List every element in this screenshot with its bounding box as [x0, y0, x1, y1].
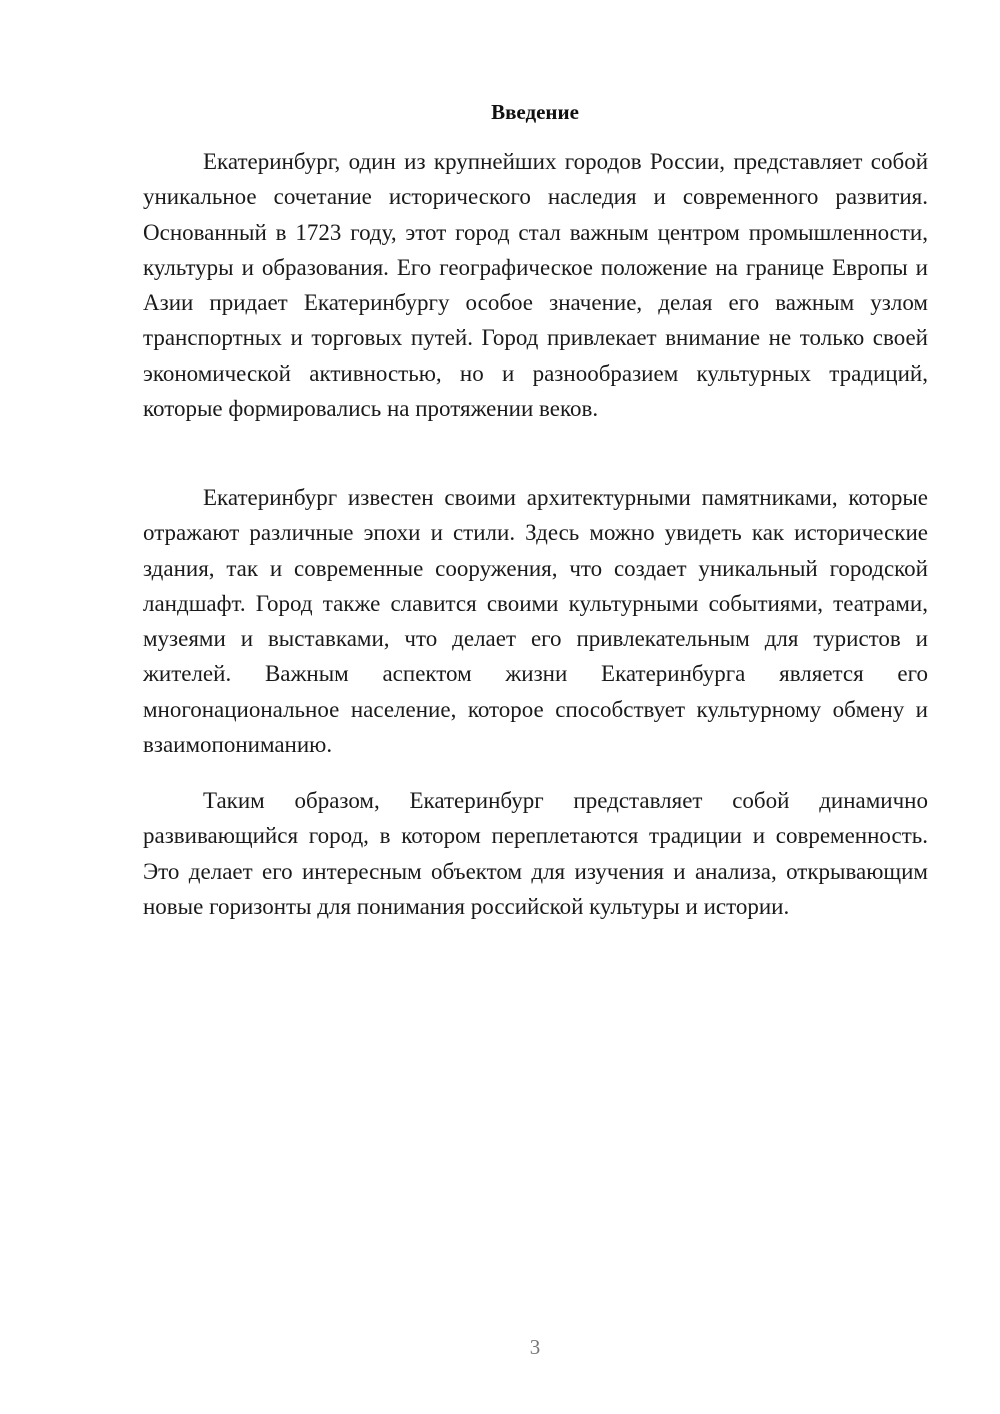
- section-heading: Введение: [491, 100, 579, 124]
- paragraph-conclusion: Таким образом, Екатеринбург представляет собой динамично развивающийся город, в котором переплетаются традиции и современность. Это делает его интересным объектом для изучения и анализа, открывающим новые горизонты для понимания российской культуры и истории.: [143, 788, 928, 919]
- page-number: 3: [529, 1335, 541, 1359]
- paragraph-intro: Екатеринбург, один из крупнейших городов России, представляет собой уникальное сочетание исторического наследия и современного развития. Основанный в 1723 году, этот город стал важным центром промышленности, культуры и образования. Его географическое положение на границе Европы и Азии придает Екатеринбургу особое значение, делая его важным узлом транспортных и торговых путей. Город привлекает внимание не только своей экономической активностью, но и разнообразием культурных традиций, которые формировались на протяжении веков.: [143, 149, 928, 422]
- paragraph-architecture: Екатеринбург известен своими архитектурными памятниками, которые отражают различные эпохи и стили. Здесь можно увидеть как исторические здания, так и современные сооружения, что создает уникальный городской ландшафт. Город также славится своими культурными событиями, театрами, музеями и выставками, что делает его привлекательным для туристов и жителей. Важным аспектом жизни Екатеринбурга является его многонациональное население, которое способствует культурному обмену и взаимопониманию.: [143, 485, 928, 758]
